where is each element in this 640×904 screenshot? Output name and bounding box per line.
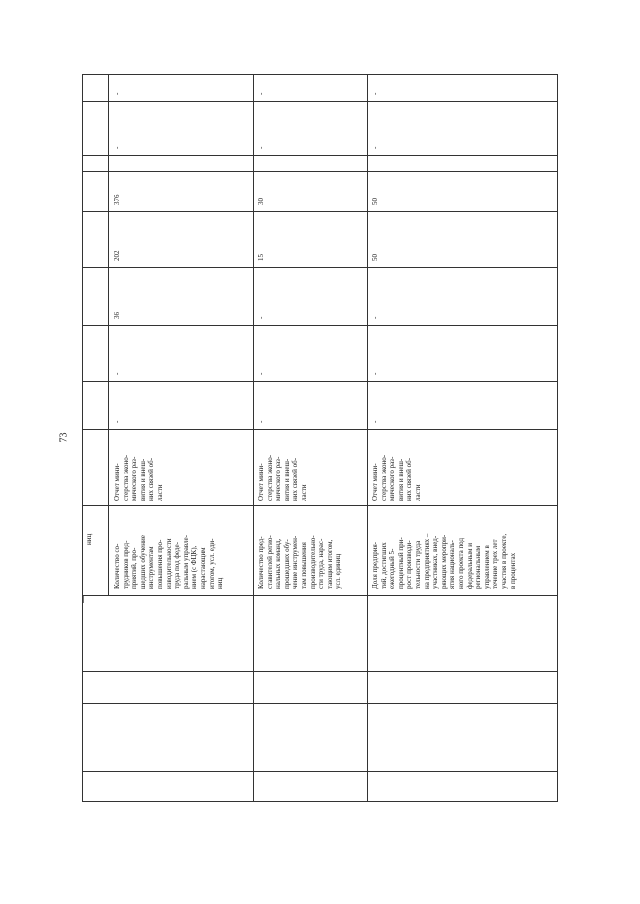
rotated-table xyxy=(82,74,558,802)
value-col-divider xyxy=(83,595,557,596)
column-divider xyxy=(83,595,84,603)
row-2-value-1: - xyxy=(257,420,265,423)
row-3-value-7: - xyxy=(371,92,379,95)
row-3-value-5: 50 xyxy=(371,198,379,205)
header-fragment: ниц xyxy=(85,533,93,545)
row-2-value-6: - xyxy=(257,146,265,149)
row-2-source: Отчет мини- стерства эконо- мического раз- вития и внеш- них связей об- ласти xyxy=(257,454,308,501)
row-1-value-6: - xyxy=(113,146,121,149)
row-1-value-7: - xyxy=(113,92,121,95)
row-1-value-4: 202 xyxy=(113,250,121,261)
value-col-divider xyxy=(83,325,557,326)
value-col-divider xyxy=(83,267,557,268)
column-divider xyxy=(253,75,254,801)
row-3-source: Отчет мини- стерства эконо- мического раз- вития и внеш- них связей об- ласти xyxy=(371,454,422,501)
row-divider xyxy=(83,671,557,672)
column-divider xyxy=(367,75,368,801)
row-2-value-4: 15 xyxy=(257,254,265,261)
row-2-indicator: Количество пред- ставителей регио- нальных команд, прошедших обу- чение инструмен- там повышения производительно- сти труда, нарас- тающим итогом, усл. единиц xyxy=(257,535,343,589)
row-3-value-4: 50 xyxy=(371,254,379,261)
value-col-divider xyxy=(83,211,557,212)
row-2-value-2: - xyxy=(257,372,265,375)
row-1-indicator: Количество со- трудников пред- приятий, про- шедших обучение инструментам повышения про- изводительности труда под феде- ральным управле- нием (с ФЦК), нарастающим итогом, усл. еди- ниц xyxy=(113,535,225,589)
row-1-value-3: 36 xyxy=(113,312,121,319)
row-1-value-5: 376 xyxy=(113,194,121,205)
row-divider xyxy=(83,703,557,704)
row-1-source: Отчет мини- стерства эконо- мического раз- вития и внеш- них связей об- ласти xyxy=(113,454,164,501)
row-divider xyxy=(83,771,557,772)
row-3-indicator: Доля предприя- тий, достигших ежегодный 5- процентный при- рост производи- тельности труда на предприятиях – участниках, внед- ряющих меропри- ятия националь- ного проекта под федеральным и региональным управлением в течение трех лет участия в проекте, в процентах xyxy=(371,533,517,589)
value-col-divider xyxy=(83,155,557,156)
row-3-value-6: - xyxy=(371,146,379,149)
row-2-value-7: - xyxy=(257,92,265,95)
row-3-value-1: - xyxy=(371,420,379,423)
page-number: 73 xyxy=(58,432,70,443)
row-3-value-3: - xyxy=(371,316,379,319)
row-2-value-5: 30 xyxy=(257,198,265,205)
value-col-divider xyxy=(83,101,557,102)
row-divider xyxy=(83,171,557,172)
row-2-value-3: - xyxy=(257,316,265,319)
column-divider xyxy=(108,75,109,595)
row-1-value-1: - xyxy=(113,420,121,423)
value-col-divider xyxy=(83,381,557,382)
row-1-value-2: - xyxy=(113,372,121,375)
row-3-value-2: - xyxy=(371,372,379,375)
